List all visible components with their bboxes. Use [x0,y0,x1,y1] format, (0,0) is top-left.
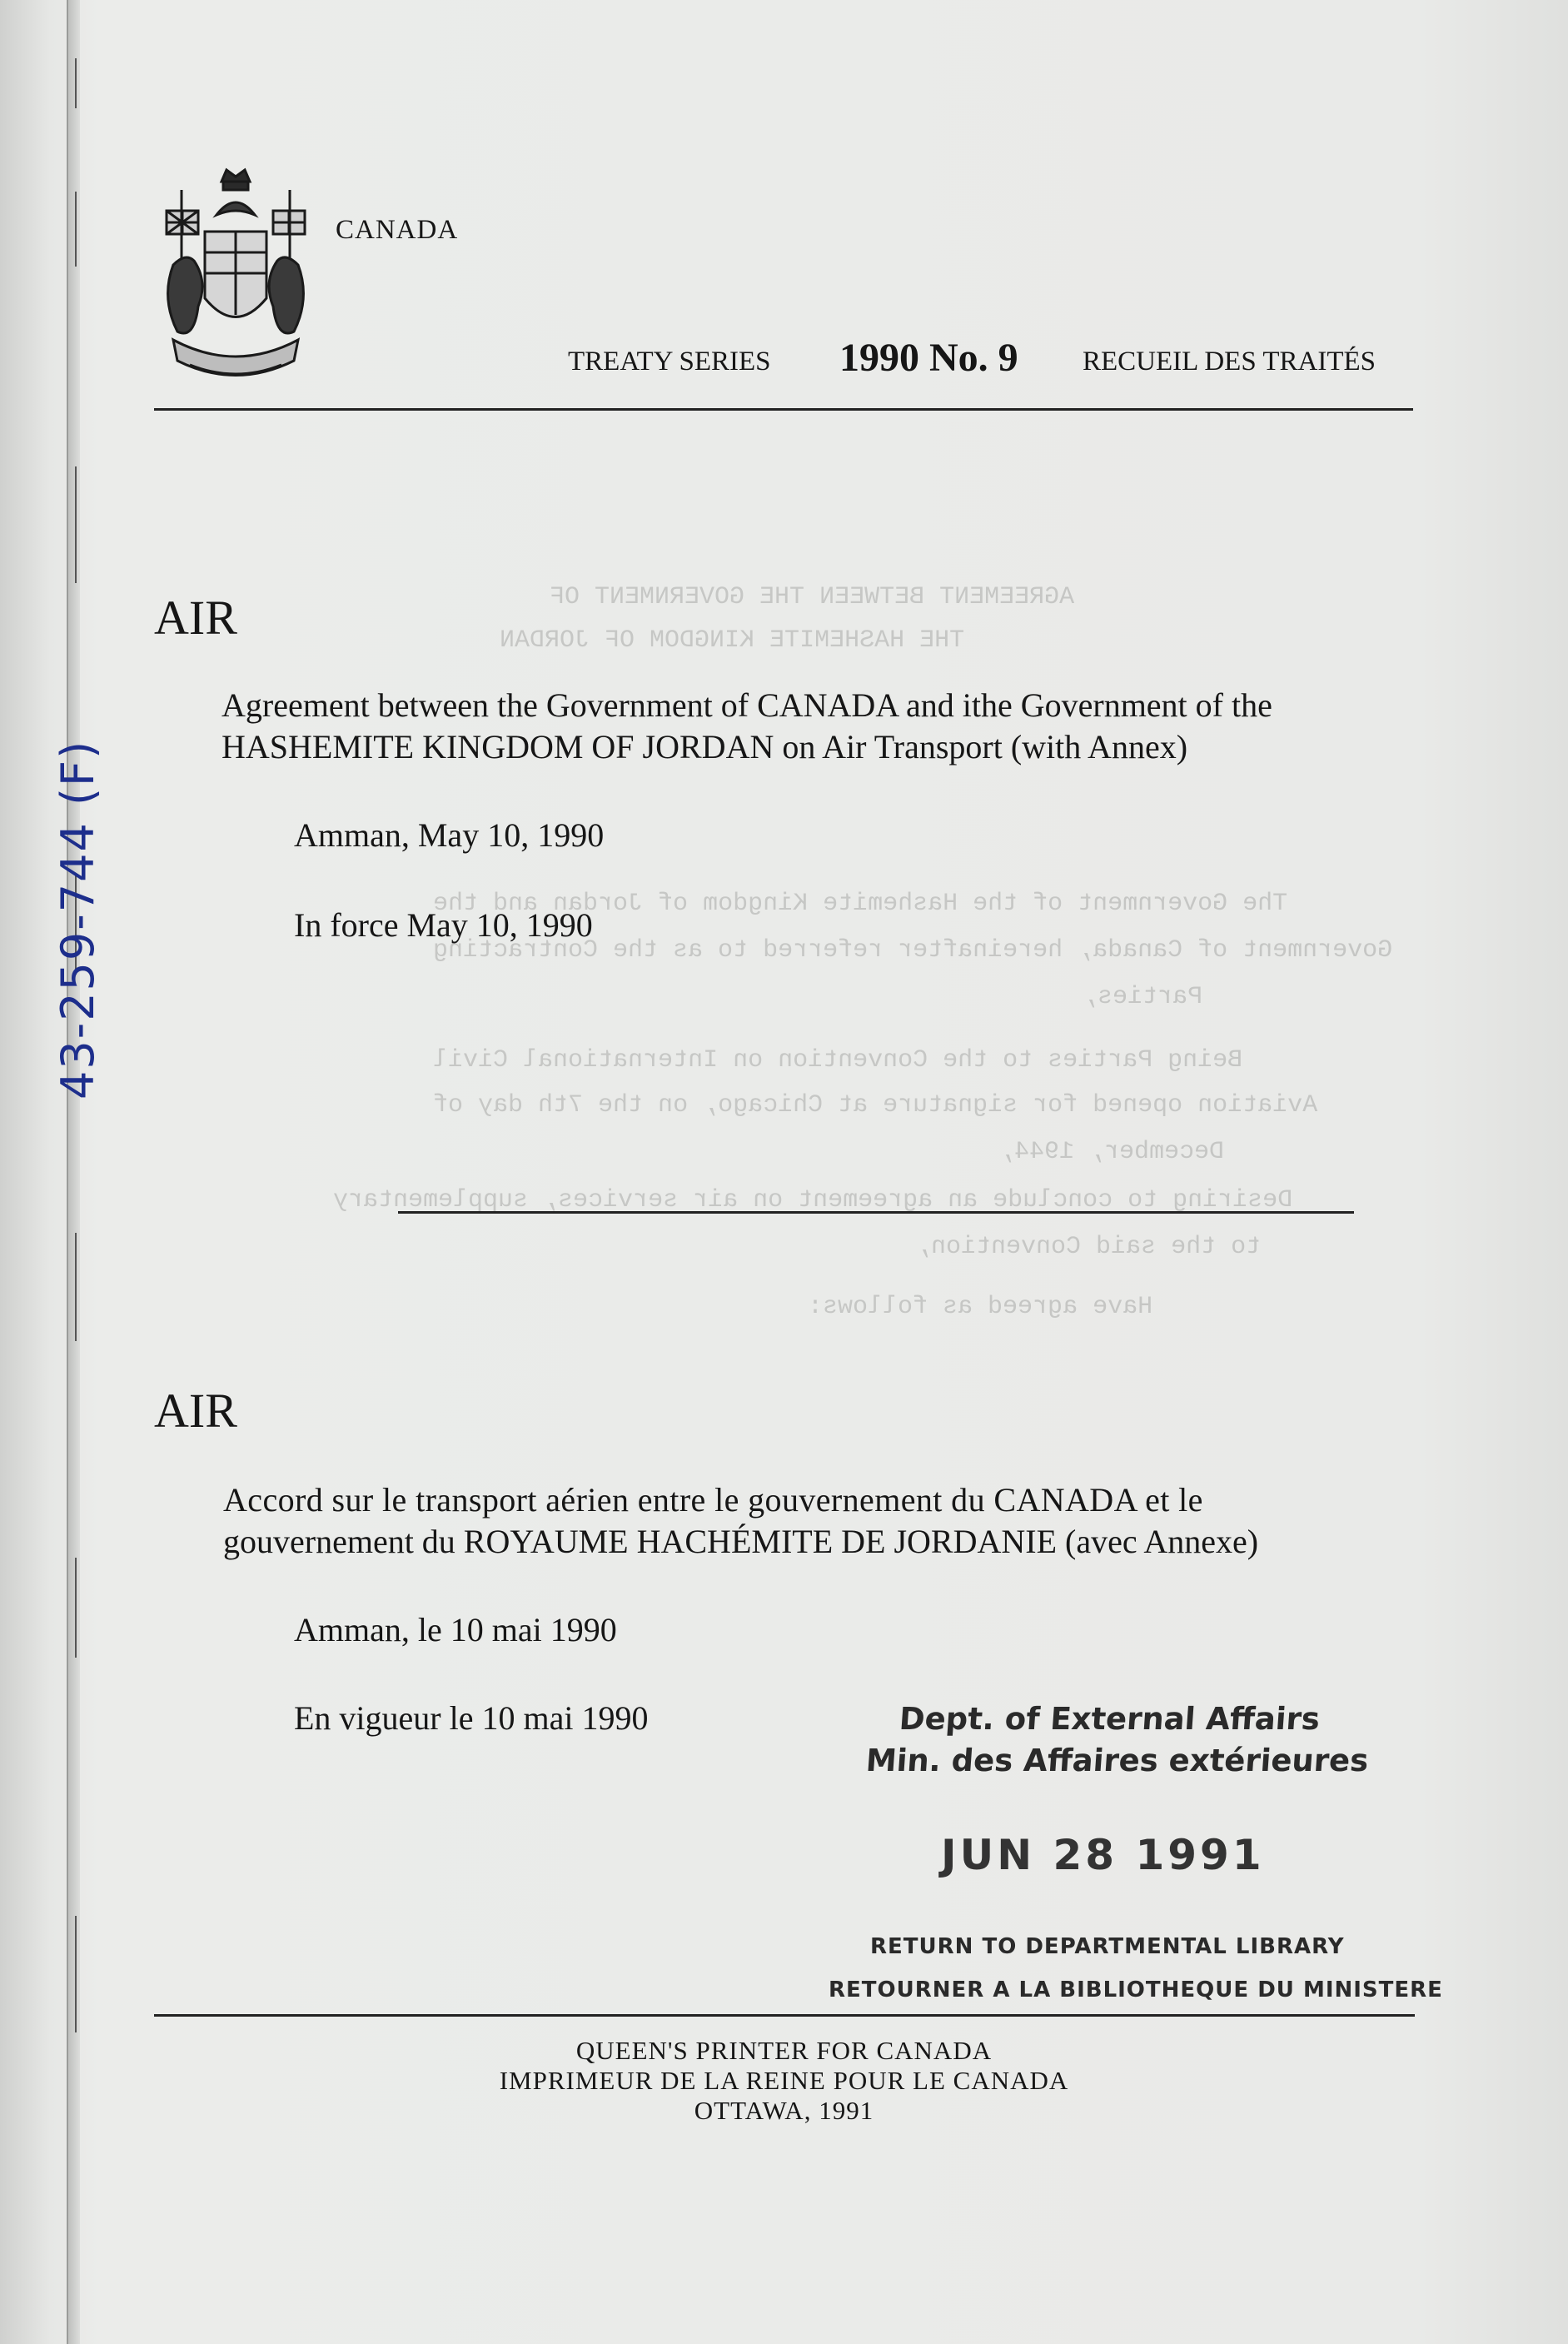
bleed-through-text: Government of Canada, hereinafter referred to as the Contracting [433,936,1393,965]
binding-stitch [75,58,77,108]
country-label: CANADA [336,215,459,245]
library-stamp-return-en: RETURN TO DEPARTMENTAL LIBRARY [870,1934,1345,1959]
canada-coat-of-arms-icon [157,165,315,391]
english-title-line2: HASHEMITE KINGDOM OF JORDAN on Air Transport (with Annex) [222,728,1188,766]
binding-stitch [75,192,77,267]
handwritten-catalogue-note: 43-259-744 (F) [52,739,104,1100]
bleed-through-text: Have agreed as follows: [808,1293,1153,1321]
bleed-through-text: to the said Convention, [916,1233,1262,1261]
english-signed-place-date: Amman, May 10, 1990 [294,816,605,854]
english-title-line1: Agreement between the Government of CANADA and ithe Government of the [222,686,1272,724]
page-binding [67,0,80,2344]
english-subject-heading: AIR [154,591,237,645]
english-in-force-date: In force May 10, 1990 [294,906,593,944]
bleed-through-text: Aviation opened for signature at Chicago, on the 7th day of [433,1091,1318,1120]
bleed-through-text: THE HASHEMITE KINGDOM OF JORDAN [500,626,965,655]
bleed-through-text: December, 1944, [999,1138,1225,1166]
bleed-through-text: The Government of the Hashemite Kingdom of Jordan and the [433,890,1288,918]
french-signed-place-date: Amman, le 10 mai 1990 [294,1611,617,1648]
bleed-through-text: AGREEMENT BETWEEN THE GOVERNMENT OF [550,583,1075,611]
french-title-line1: Accord sur le transport aérien entre le gouvernement du CANADA et le [223,1481,1203,1519]
library-stamp-dept-fr: Min. des Affaires extérieures [864,1743,1370,1778]
bleed-through-text: Desiring to conclude an agreement on air services, supplementary [333,1186,1293,1214]
library-stamp-return-fr: RETOURNER A LA BIBLIOTHEQUE DU MINISTERE [829,1977,1443,2002]
treaty-series-label-fr: RECUEIL DES TRAITÉS [1083,347,1376,377]
french-title-line2: gouvernement du ROYAUME HACHÉMITE DE JORDANIE (avec Annexe) [223,1523,1259,1560]
bleed-through-text: Being Parties to the Convention on International Civil [433,1046,1243,1075]
header-rule [154,408,1413,411]
binding-stitch [75,1558,77,1658]
library-stamp-dept-en: Dept. of External Affairs [898,1701,1322,1737]
treaty-series-number: 1990 No. 9 [839,336,1018,380]
footer-rule [154,2014,1415,2017]
printer-line-fr: IMPRIMEUR DE LA REINE POUR LE CANADA [499,2066,1069,2095]
printer-line-en: QUEEN'S PRINTER FOR CANADA [575,2036,993,2065]
binding-stitch [75,1916,77,2032]
library-stamp-date: JUN 28 1991 [941,1831,1265,1879]
binding-stitch [75,466,77,583]
bleed-through-text: Parties, [1083,983,1203,1011]
french-subject-heading: AIR [154,1384,237,1438]
french-in-force-date: En vigueur le 10 mai 1990 [294,1699,649,1737]
binding-stitch [75,1233,77,1341]
section-divider [398,1211,1354,1214]
treaty-series-label-en: TREATY SERIES [568,347,771,377]
printer-place-year: OTTAWA, 1991 [694,2096,874,2125]
